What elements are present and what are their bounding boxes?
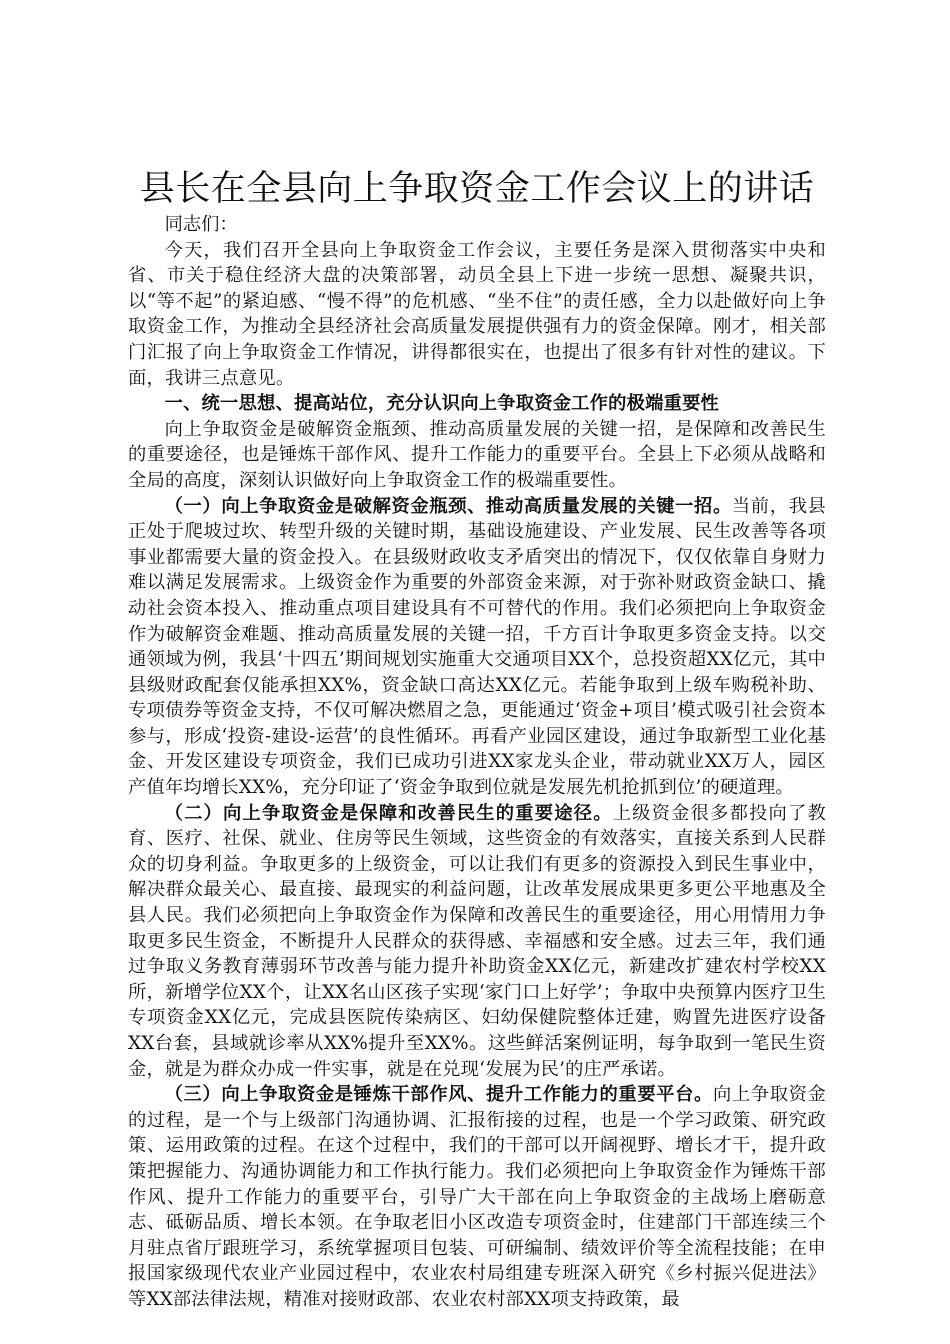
- section-1-paragraph: 向上争取资金是破解资金瓶颈、推动高质量发展的关键一招，是保障和改善民生的重要途径，也是锤炼干部作风、提升工作能力的重要平台。全县上下必须从战略和全局的高度，深刻认识做好向上争取资金工作的极端重要性。: [128, 418, 826, 491]
- greeting: 同志们：: [164, 214, 238, 235]
- intro-paragraph: 今天，我们召开全县向上争取资金工作会议，主要任务是深入贯彻落实中央和省、市关于稳住经济大盘的决策部署，动员全县上下进一步统一思想、凝聚共识，以“等不起”的紧迫感、“慢不得”的危机感、“坐不住”的责任感，全力以赴做好向上争取资金工作，为推动全县经济社会高质量发展提供强有力的资金保障。刚才，相关部门汇报了向上争取资金工作情况，讲得都很实在，也提出了很多有针对性的建议。下面，我讲三点意见。: [128, 239, 826, 389]
- point-2-lead: （二）向上争取资金是保障和改善民生的重要途径。: [164, 802, 613, 824]
- point-3-body: 向上争取资金的过程，是一个与上级部门沟通协调、汇报衔接的过程，也是一个学习政策、研究政策、运用政策的过程。在这个过程中，我们的干部可以开阔视野、增长才干，提升政策把握能力、沟通协调能力和工作执行能力。我们必须把向上争取资金作为锤炼干部作风、提升工作能力的重要平台，引导广大干部在向上争取资金的主战场上磨砺意志、砥砺品质、增长本领。在争取老旧小区改造专项资金时，住建部门干部连续三个月驻点省厅跟班学习，系统掌握项目包装、可研编制、绩效评价等全流程技能；在申报国家级现代农业产业园过程中，农业农村局组建专班深入研究《乡村振兴促进法》等XX部法律法规，精准对接财政部、农业农村部XX项支持政策，最: [128, 1084, 826, 1310]
- point-3-paragraph: [128, 1082, 826, 1312]
- section-heading-1: 一、统一思想、提高站位，充分认识向上争取资金工作的极端重要性: [164, 393, 720, 415]
- document-page: [128, 168, 826, 1313]
- point-1-lead: （一）向上争取资金是破解资金瓶颈、推动高质量发展的关键一招。: [164, 495, 732, 517]
- point-1-body: 当前，我县正处于爬坡过坎、转型升级的关键时期，基础设施建设、产业发展、民生改善等各项事业都需要大量的资金投入。在县级财政收支矛盾突出的情况下，仅仅依靠自身财力难以满足发展需求。上级资金作为重要的外部资金来源，对于弥补财政资金缺口、撬动社会资本投入、推动重点项目建设具有不可替代的作用。我们必须把向上争取资金作为破解资金难题、推动高质量发展的关键一招，千方百计争取更多资金支持。以交通领域为例，我县‘十四五’期间规划实施重大交通项目XX个，总投资超XX亿元，其中县级财政配套仅能承担XX%，资金缺口高达XX亿元。若能争取到上级车购税补助、专项债券等资金支持，不仅可解决燃眉之急，更能通过‘资金+项目’模式吸引社会资本参与，形成‘投资-建设-运营’的良性循环。再看产业园区建设，通过争取新型工业化基金、开发区建设专项资金，我们已成功引进XX家龙头企业，带动就业XX万人，园区产值年均增长XX%，充分印证了‘资金争取到位就是发展先机抢抓到位’的硬道理。: [128, 495, 827, 799]
- point-3-lead: （三）向上争取资金是锤炼干部作风、提升工作能力的重要平台。: [164, 1084, 713, 1106]
- point-2-body: 上级资金很多都投向了教育、医疗、社保、就业、住房等民生领域，这些资金的有效落实，直接关系到人民群众的切身利益。争取更多的上级资金，可以让我们有更多的资源投入到民生事业中，解决群众最关心、最直接、最现实的利益问题，让改革发展成果更多更公平地惠及全县人民。我们必须把向上争取资金作为保障和改善民生的重要途径，用心用情用力争取更多民生资金，不断提升人民群众的获得感、幸福感和安全感。过去三年，我们通过争取义务教育薄弱环节改善与能力提升补助资金XX亿元，新建改扩建农村学校XX所，新增学位XX个，让XX名山区孩子实现‘家门口上好学’；争取中央预算内医疗卫生专项资金XX亿元，完成县医院传染病区、妇幼保健院整体迁建，购置先进医疗设备XX台套，县域就诊率从XX%提升至XX%。这些鲜活案例证明，每争取到一笔民生资金，就是为群众办成一件实事，就是在兑现‘发展为民’的庄严承诺。: [128, 802, 826, 1080]
- document-title: 县长在全县向上争取资金工作会议上的讲话: [139, 169, 815, 209]
- point-1-paragraph: [128, 494, 826, 801]
- point-2-paragraph: [128, 801, 826, 1083]
